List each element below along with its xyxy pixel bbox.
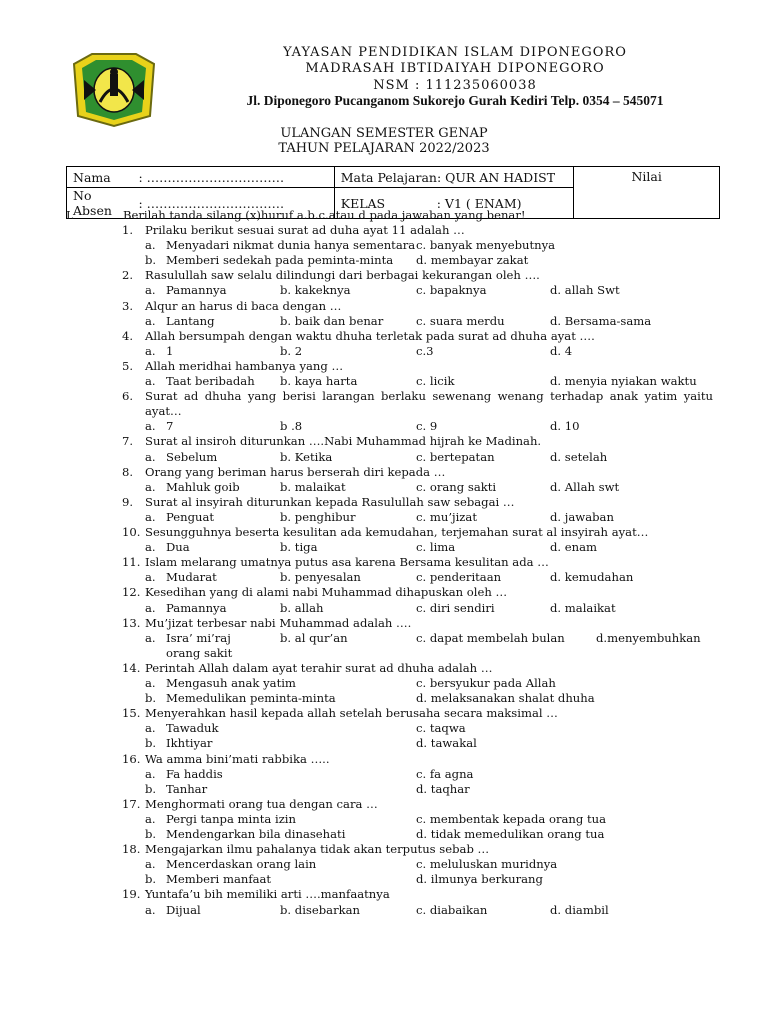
answer-option: d. membayar zakat	[416, 253, 529, 268]
answer-option: d. malaikat	[550, 600, 616, 615]
answer-option: Sebelum	[166, 449, 218, 464]
answer-option: Memedulikan peminta-minta	[166, 691, 336, 706]
school-address: Jl. Diponegoro Pucanganom Sukorejo Gurah Kediri Telp. 0354 – 545071	[246, 93, 664, 108]
answer-option: b. allah	[280, 600, 324, 615]
answer-option: c. suara merdu	[416, 313, 505, 328]
question-text: Menghormati orang tua dengan cara …	[145, 796, 378, 811]
answer-option: Mudarat	[166, 570, 217, 585]
option-letter: a.	[145, 449, 156, 464]
question-text: Perintah Allah dalam ayat terahir surat ad dhuha adalah …	[145, 660, 493, 675]
question-number: 1.	[122, 223, 134, 237]
answer-option: d. Bersama-sama	[550, 313, 652, 328]
answer-option: d. 4	[550, 343, 573, 358]
nama-field[interactable]: : ……………………………	[132, 167, 334, 188]
answer-option-continued: orang sakit	[166, 645, 233, 660]
option-letter: a.	[145, 570, 156, 585]
exam-year: TAHUN PELAJARAN 2022/2023	[278, 141, 490, 156]
answer-option: 1	[166, 343, 174, 358]
answer-option: c. bapaknya	[416, 283, 487, 298]
answer-option: Fa haddis	[166, 766, 223, 781]
question-number: 5.	[122, 358, 134, 373]
absen-field[interactable]: : ……………………………	[132, 188, 334, 219]
score-box[interactable]: Nilai	[574, 167, 720, 219]
option-letter: b.	[145, 872, 157, 887]
school-emblem-icon	[70, 50, 158, 128]
answer-option: d. ilmunya berkurang	[416, 872, 543, 887]
answer-option: c. bertepatan	[416, 449, 495, 464]
option-letter: b.	[145, 736, 157, 751]
option-letter: a.	[145, 283, 156, 298]
answer-option: Tanhar	[166, 781, 208, 796]
answer-option: c. orang sakti	[416, 479, 497, 494]
answer-option: Pamannya	[166, 283, 227, 298]
question-number: 14.	[122, 660, 141, 675]
answer-option: Dijual	[166, 902, 201, 917]
question-text: Orang yang beriman harus berserah diri kepada …	[145, 464, 446, 479]
question-number: 17.	[122, 796, 141, 811]
option-letter: a.	[145, 857, 156, 872]
answer-option: Taat beribadah	[166, 374, 255, 388]
option-letter: a.	[145, 902, 156, 917]
answer-option: d. Allah swt	[550, 479, 620, 494]
answer-option: b. 2	[280, 343, 303, 358]
option-letter: a.	[145, 374, 156, 388]
answer-option: Ikhtiyar	[166, 736, 213, 751]
school-nsm: NSM : 111235060038	[373, 78, 537, 93]
question-text: Surat ad dhuha yang berisi larangan berlaku sewenang wenang terhadap anak yatim yaitu	[145, 389, 713, 404]
question-text: Allah meridhai hambanya yang …	[145, 358, 344, 373]
question-text: Rasulullah saw selalu dilindungi dari berbagai kekurangan oleh ….	[145, 268, 540, 283]
answer-option: Mengasuh anak yatim	[166, 676, 296, 690]
question-number: 12.	[122, 585, 141, 600]
answer-option: Mencerdaskan orang lain	[166, 857, 317, 872]
question-number: 7.	[122, 434, 134, 449]
option-letter: a.	[145, 600, 156, 615]
answer-option: c. membentak kepada orang tua	[416, 811, 607, 826]
option-letter: a.	[145, 811, 156, 826]
answer-option: c. licik	[416, 374, 455, 388]
class-value: : V1 ( ENAM)	[436, 195, 522, 211]
question-text: Sesungguhnya beserta kesulitan ada kemudahan, terjemahan surat al insyirah ayat…	[145, 525, 649, 539]
answer-option: b. kakeknya	[280, 283, 351, 298]
question-number: 11.	[122, 555, 141, 570]
answer-option: 7	[166, 419, 174, 434]
answer-option: c. taqwa	[416, 721, 466, 736]
answer-option: c. diabaikan	[416, 902, 488, 917]
answer-option: c. mu’jizat	[416, 509, 477, 524]
answer-option: c. bersyukur pada Allah	[416, 676, 556, 690]
question-number: 16.	[122, 751, 141, 766]
option-letter: b.	[145, 781, 157, 796]
option-letter: a.	[145, 630, 156, 645]
nama-label: Nama	[67, 167, 133, 188]
letterhead	[0, 0, 768, 110]
answer-option: d. taqhar	[416, 781, 470, 796]
question-text: Alqur an harus di baca dengan …	[145, 298, 342, 313]
answer-option: d. 10	[550, 419, 580, 434]
class-label: KELAS	[340, 195, 386, 211]
answer-option: d. kemudahan	[550, 570, 634, 585]
answer-option: c. diri sendiri	[416, 600, 495, 615]
answer-option: b. baik dan benar	[280, 313, 384, 328]
answer-option: b. kaya harta	[280, 374, 358, 388]
question-number: 9.	[122, 494, 134, 509]
answer-option: c.3	[416, 343, 434, 358]
option-letter: a.	[145, 676, 156, 690]
question-text: Yuntafa’u bih memiliki arti ….manfaatnya	[145, 887, 390, 902]
answer-option: Menyadari nikmat dunia hanya sementara	[166, 238, 416, 253]
option-letter: a.	[145, 343, 156, 358]
question-number: 19.	[122, 887, 141, 902]
option-letter: a.	[145, 238, 156, 253]
exam-title: ULANGAN SEMESTER GENAP	[280, 126, 488, 141]
answer-option: Mahluk goib	[166, 479, 240, 494]
answer-option: d. setelah	[550, 449, 608, 464]
question-text: Menyerahkan hasil kepada allah setelah berusaha secara maksimal …	[145, 706, 558, 721]
answer-option: d. menyia nyiakan waktu	[550, 374, 697, 388]
question-text: Surat al insyirah diturunkan kepada Rasulullah saw sebagai …	[145, 494, 515, 509]
option-letter: b.	[145, 827, 157, 841]
answer-option: Penguat	[166, 509, 215, 524]
question-number: 8.	[122, 464, 134, 479]
answer-option: b. Ketika	[280, 449, 333, 464]
answer-option: Memberi sedekah pada peminta-minta	[166, 253, 394, 268]
answer-option: c. 9	[416, 419, 438, 434]
question-text: Surat al insiroh diturunkan ….Nabi Muhammad hijrah ke Madinah.	[145, 434, 542, 449]
answer-option: Pergi tanpa minta izin	[166, 811, 296, 826]
answer-option: Tawaduk	[166, 721, 219, 736]
answer-option: c. lima	[416, 540, 456, 555]
answer-option: c. fa agna	[416, 766, 474, 781]
answer-option: Mendengarkan bila dinasehati	[166, 827, 346, 841]
question-text: Allah bersumpah dengan waktu dhuha terletak pada surat ad dhuha ayat ….	[145, 328, 595, 343]
question-number: 2.	[122, 268, 134, 283]
school-name: MADRASAH IBTIDAIYAH DIPONEGORO	[305, 61, 605, 76]
answer-option: d. enam	[550, 540, 598, 555]
answer-option: d. diambil	[550, 902, 609, 917]
option-letter: a.	[145, 479, 156, 494]
answer-option: b. penyesalan	[280, 570, 361, 585]
answer-option: Dua	[166, 540, 190, 555]
answer-option: c. dapat membelah bulan	[416, 630, 565, 645]
answer-option: b. tiga	[280, 540, 318, 555]
answer-option: d. jawaban	[550, 509, 614, 524]
question-number: 15.	[122, 706, 141, 721]
answer-option: Lantang	[166, 313, 215, 328]
foundation-name: YAYASAN PENDIDIKAN ISLAM DIPONEGORO	[283, 45, 627, 60]
answer-option: d.menyembuhkan	[596, 630, 701, 645]
question-number: 6.	[122, 389, 134, 404]
answer-option: d. allah Swt	[550, 283, 620, 298]
answer-option: Isra’ mi’raj	[166, 630, 231, 645]
option-letter: a.	[145, 419, 156, 434]
section-number: I.	[66, 208, 75, 222]
answer-option: d. tidak memedulikan orang tua	[416, 827, 605, 841]
question-text-continued: ayat…	[145, 404, 182, 419]
answer-option: Memberi manfaat	[166, 872, 272, 887]
question-text: Prilaku berikut sesuai surat ad duha ayat 11 adalah …	[145, 223, 465, 237]
answer-option: b. al qur’an	[280, 630, 348, 645]
answer-option: d. tawakal	[416, 736, 477, 751]
question-number: 18.	[122, 842, 141, 857]
answer-option: c. banyak menyebutnya	[416, 238, 556, 253]
answer-option: b. disebarkan	[280, 902, 361, 917]
question-number: 10.	[122, 525, 141, 539]
section-instruction: Berilah tanda silang (x)huruf a.b.c.atau d pada jawaban yang benar!	[123, 208, 526, 222]
answer-option: b. penghibur	[280, 509, 356, 524]
option-letter: a.	[145, 313, 156, 328]
answer-option: Pamannya	[166, 600, 227, 615]
question-text: Islam melarang umatnya putus asa karena Bersama kesulitan ada …	[145, 555, 549, 570]
question-text: Kesedihan yang di alami nabi Muhammad dihapuskan oleh …	[145, 585, 508, 600]
question-number: 3.	[122, 298, 134, 313]
absen-label: No Absen	[67, 188, 133, 219]
question-number: 4.	[122, 328, 134, 343]
option-letter: b.	[145, 253, 157, 268]
answer-option: b .8	[280, 419, 303, 434]
option-letter: a.	[145, 766, 156, 781]
answer-option: c. penderitaan	[416, 570, 502, 585]
question-number: 13.	[122, 615, 141, 630]
option-letter: b.	[145, 691, 157, 706]
option-letter: a.	[145, 540, 156, 555]
question-text: Mengajarkan ilmu pahalanya tidak akan terputus sebab …	[145, 842, 490, 857]
answer-option: d. melaksanakan shalat dhuha	[416, 691, 595, 706]
option-letter: a.	[145, 509, 156, 524]
option-letter: a.	[145, 721, 156, 736]
answer-option: c. meluluskan muridnya	[416, 857, 558, 872]
question-text: Mu’jizat terbesar nabi Muhammad adalah ….	[145, 615, 412, 630]
answer-option: b. malaikat	[280, 479, 346, 494]
subject-cell: Mata Pelajaran: QUR AN HADIST	[334, 167, 574, 188]
question-text: Wa amma bini’mati rabbika …..	[145, 751, 330, 766]
